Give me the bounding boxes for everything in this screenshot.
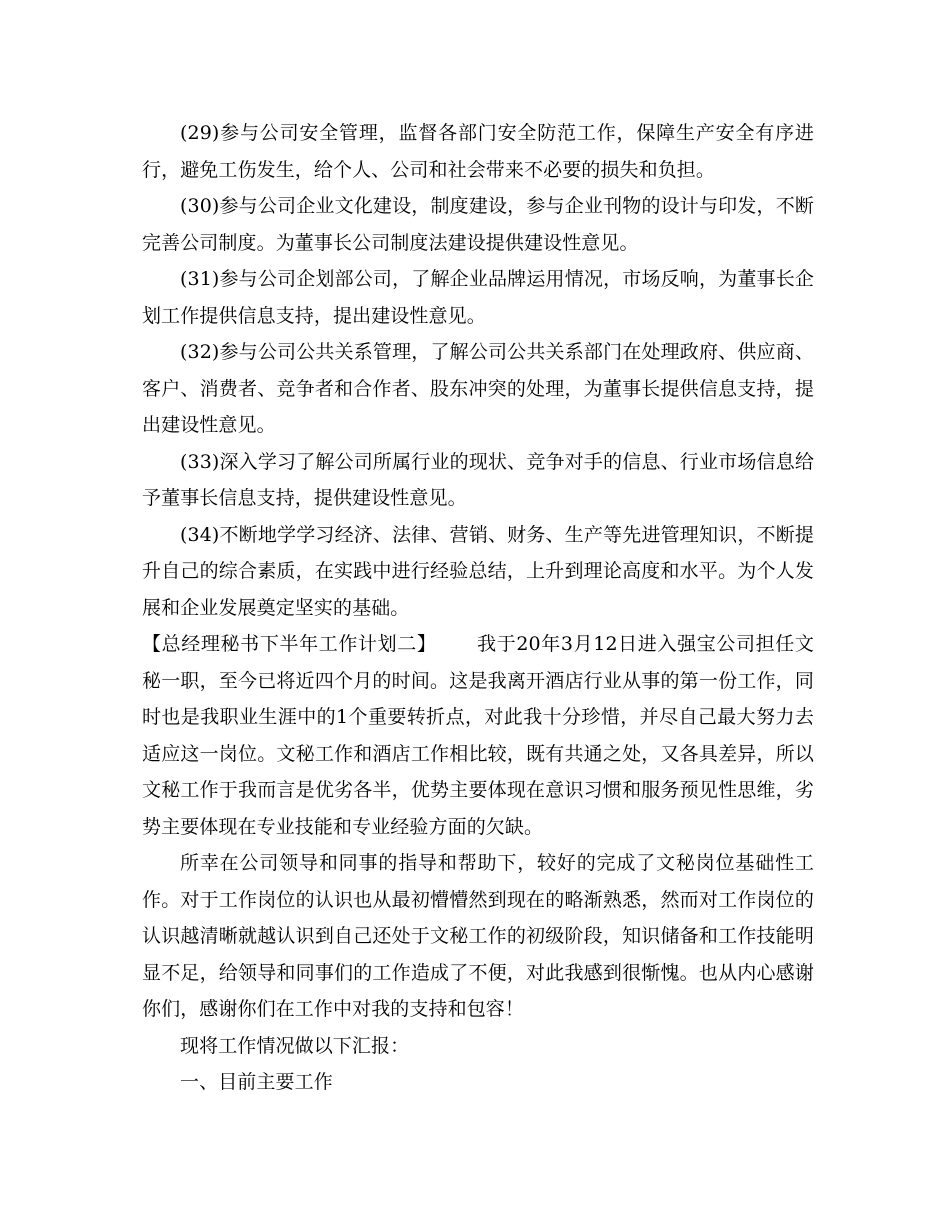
section-intro-paragraph <box>142 626 814 845</box>
document-body <box>142 115 814 1101</box>
paragraph-34: (34)不断地学学习经济、法律、营销、财务、生产等先进管理知识，不断提升自己的综合素质，在实践中进行经验总结，上升到理论高度和水平。为个人发展和企业发展奠定坚实的基础。 <box>142 523 814 619</box>
paragraph-29: (29)参与公司安全管理，监督各部门安全防范工作，保障生产安全有序进行，避免工伤发生，给个人、公司和社会带来不必要的损失和负担。 <box>142 122 814 181</box>
paragraph-32: (32)参与公司公共关系管理，了解公司公共关系部门在处理政府、供应商、客户、消费者、竞争者和合作者、股东冲突的处理，为董事长提供信息支持，提出建设性意见。 <box>142 341 814 436</box>
paragraph-thanks: 所幸在公司领导和同事的指导和帮助下，较好的完成了文秘岗位基础性工作。对于工作岗位的认识也从最初懵懵然到现在的略渐熟悉，然而对工作岗位的认识越清晰就越认识到自己还处于文秘工作的初级阶段，知识储备和工作技能明显不足，给领导和同事们的工作造成了不便，对此我感到很惭愧。也从内心感谢你们，感谢你们在工作中对我的支持和包容！ <box>142 852 814 1020</box>
section-1-heading: 一、目前主要工作 <box>180 1071 333 1093</box>
section-intro-text: 我于20年3月12日进入强宝公司担任文秘一职，至今已将近四个月的时间。这是我离开酒店行业从事的第一份工作，同时也是我职业生涯中的1个重要转折点，对此我十分珍惜，并尽自己最大努力去适应这一岗位。文秘工作和酒店工作相比较，既有共通之处，又各具差异，所以文秘工作于我而言是优劣各半，优势主要体现在意识习惯和服务预见性思维，劣势主要体现在专业技能和专业经验方面的欠缺。 <box>142 633 814 838</box>
paragraph-33: (33)深入学习了解公司所属行业的现状、竞争对手的信息、行业市场信息给予董事长信息支持，提供建设性意见。 <box>142 450 814 509</box>
paragraph-report: 现将工作情况做以下汇报： <box>180 1034 410 1057</box>
paragraph-31: (31)参与公司企划部公司，了解企业品牌运用情况，市场反响，为董事长企划工作提供信息支持，提出建设性意见。 <box>142 268 814 327</box>
section-heading: 【总经理秘书下半年工作计划二】 <box>142 633 437 655</box>
paragraph-30: (30)参与公司企业文化建设，制度建设，参与企业刊物的设计与印发，不断完善公司制度。为董事长公司制度法建设提供建设性意见。 <box>142 195 814 254</box>
